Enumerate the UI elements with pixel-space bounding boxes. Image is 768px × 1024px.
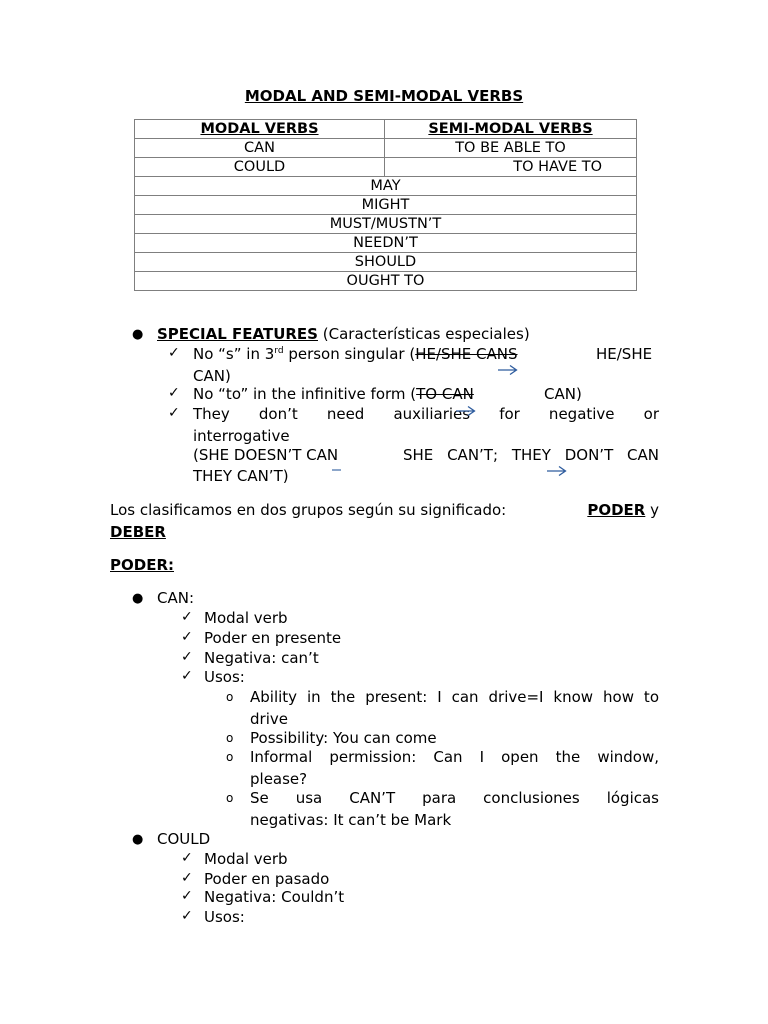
arrow-right-icon bbox=[546, 465, 568, 477]
circle-bullet-icon: o bbox=[226, 731, 234, 745]
table-row bbox=[135, 158, 637, 177]
special-features-note: (Características especiales) bbox=[322, 325, 530, 343]
table-row bbox=[135, 120, 637, 139]
checkmark-icon: ✓ bbox=[181, 629, 193, 645]
table-cell: MAY bbox=[135, 177, 637, 196]
table-cell: MUST/MUSTN’T bbox=[135, 215, 637, 234]
arrow-right-icon bbox=[455, 405, 477, 417]
deber-keyword: DEBER bbox=[110, 523, 166, 541]
poder-keyword: PODER bbox=[587, 501, 646, 519]
text-span: No “s” in 3 bbox=[193, 345, 275, 363]
table-row bbox=[135, 234, 637, 253]
use-conclusions-line2: negativas: It can’t be Mark bbox=[250, 811, 452, 829]
use-permission-line1: Informal permission: Can I open the window, bbox=[250, 748, 659, 766]
use-possibility: Possibility: You can come bbox=[250, 729, 437, 747]
modal-verbs-table bbox=[134, 119, 637, 291]
bullet-icon: ● bbox=[132, 832, 144, 847]
list-item: Modal verb bbox=[204, 609, 288, 627]
arrow-right-icon bbox=[497, 364, 519, 376]
table-cell: OUGHT TO bbox=[135, 272, 637, 291]
circle-bullet-icon: o bbox=[226, 690, 234, 704]
bullet-icon: ● bbox=[132, 591, 144, 606]
table-cell: TO HAVE TO bbox=[385, 158, 637, 177]
could-label: COULD bbox=[157, 830, 211, 848]
feature-no-s bbox=[193, 344, 518, 364]
header-semi-modal-verbs: SEMI-MODAL VERBS bbox=[385, 120, 637, 139]
table-row bbox=[135, 253, 637, 272]
groups-sentence bbox=[110, 500, 659, 520]
text-span: person singular ( bbox=[288, 345, 416, 363]
feature-no-s-end: CAN) bbox=[193, 367, 231, 385]
use-ability-line1: Ability in the present: I can drive=I know how to bbox=[250, 688, 659, 706]
use-conclusions-line1: Se usa CAN’T para conclusiones lógicas bbox=[250, 789, 659, 807]
list-item: Usos: bbox=[204, 668, 245, 686]
checkmark-icon: ✓ bbox=[181, 908, 193, 924]
text-span: No “to” in the infinitive form ( bbox=[193, 385, 417, 403]
poder-heading: PODER: bbox=[110, 556, 174, 574]
arrow-right-icon bbox=[329, 465, 351, 475]
can-label: CAN: bbox=[157, 589, 195, 607]
list-item: Negativa: can’t bbox=[204, 649, 319, 667]
list-item: Poder en pasado bbox=[204, 870, 330, 888]
table-row bbox=[135, 139, 637, 158]
feature-no-aux-line1: They don’t need auxiliaries for negative or bbox=[193, 405, 659, 423]
example-correct-end: THEY CAN’T) bbox=[193, 467, 289, 485]
use-ability-line2: drive bbox=[250, 710, 288, 728]
example-wrong: (SHE DOESN’T CAN bbox=[193, 446, 339, 464]
table-row bbox=[135, 177, 637, 196]
table-row bbox=[135, 196, 637, 215]
text-span: y bbox=[650, 501, 659, 519]
list-item: Poder en presente bbox=[204, 629, 342, 647]
checkmark-icon: ✓ bbox=[168, 345, 180, 361]
table-cell: TO BE ABLE TO bbox=[385, 139, 637, 158]
use-permission-line2: please? bbox=[250, 770, 308, 788]
list-item: Usos: bbox=[204, 908, 245, 926]
checkmark-icon: ✓ bbox=[168, 385, 180, 401]
checkmark-icon: ✓ bbox=[181, 609, 193, 625]
special-features-title: SPECIAL FEATURES bbox=[157, 325, 318, 343]
checkmark-icon: ✓ bbox=[181, 668, 193, 684]
table-row bbox=[135, 272, 637, 291]
struck-text: HE/SHE CANS bbox=[415, 345, 518, 363]
checkmark-icon: ✓ bbox=[181, 850, 193, 866]
table-cell: CAN bbox=[135, 139, 385, 158]
feature-no-s-result: HE/SHE bbox=[596, 345, 653, 363]
text-span: Los clasificamos en dos grupos según su significado: bbox=[110, 501, 507, 519]
feature-no-to bbox=[193, 384, 474, 404]
feature-no-to-result: CAN) bbox=[544, 385, 582, 403]
superscript: rd bbox=[274, 346, 284, 356]
example-correct: SHE CAN’T; THEY DON’T CAN bbox=[403, 446, 659, 464]
table-row bbox=[135, 215, 637, 234]
table-cell: COULD bbox=[135, 158, 385, 177]
header-modal-verbs: MODAL VERBS bbox=[135, 120, 385, 139]
checkmark-icon: ✓ bbox=[181, 888, 193, 904]
list-item: Negativa: Couldn’t bbox=[204, 888, 345, 906]
table-cell: MIGHT bbox=[135, 196, 637, 215]
checkmark-icon: ✓ bbox=[168, 405, 180, 421]
checkmark-icon: ✓ bbox=[181, 649, 193, 665]
document-title: MODAL AND SEMI-MODAL VERBS bbox=[244, 87, 524, 105]
table-cell: SHOULD bbox=[135, 253, 637, 272]
circle-bullet-icon: o bbox=[226, 750, 234, 764]
struck-text: TO CAN bbox=[416, 385, 474, 403]
table-cell: NEEDN’T bbox=[135, 234, 637, 253]
circle-bullet-icon: o bbox=[226, 791, 234, 805]
checkmark-icon: ✓ bbox=[181, 870, 193, 886]
special-features-heading bbox=[157, 324, 530, 344]
list-item: Modal verb bbox=[204, 850, 288, 868]
bullet-icon: ● bbox=[132, 327, 144, 342]
feature-no-aux-line2: interrogative bbox=[193, 427, 290, 445]
